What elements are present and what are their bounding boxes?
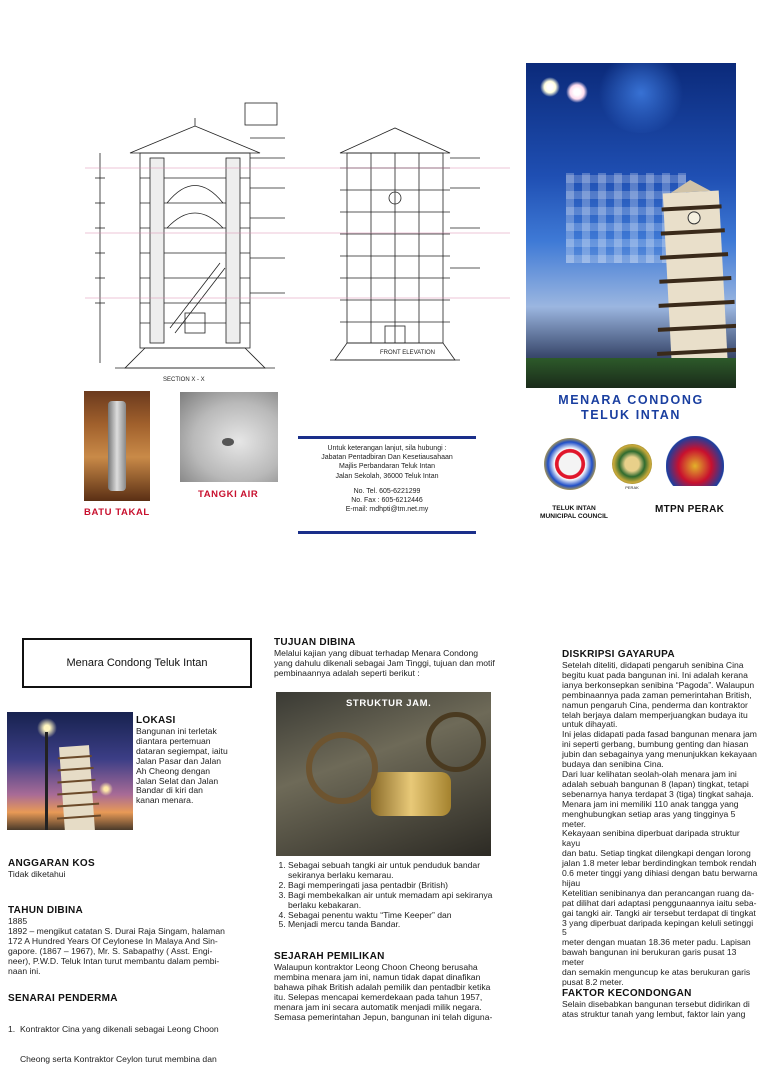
lokasi-text: [136, 727, 246, 806]
diskripsi-line: 3 yang diperbuat daripada kepingan keluli setinggi 5: [562, 917, 754, 938]
council-name-line2: MUNICIPAL COUNCIL: [540, 513, 608, 520]
list-item-text: Bagi memperingati jasa pentadbir (British): [288, 879, 449, 890]
diskripsi-line: hijau: [562, 877, 581, 888]
tujuan-line: yang dahulu dikenali sebagai Jam Tinggi, tujuan dan motif: [274, 657, 495, 668]
diskripsi-line: Kekayaan senibina diperbuat daripada struktur kayu: [562, 828, 740, 849]
cover-title-line2: TELUK INTAN: [581, 408, 681, 422]
clock-drum: [371, 772, 451, 816]
lokasi-line: diantara pertemuan: [136, 735, 211, 746]
council-name: [528, 505, 620, 521]
cover-title-line1: MENARA CONDONG: [558, 393, 704, 407]
diskripsi-line: meter dengan muatan 18.36 meter padu. Lapisan: [562, 937, 751, 948]
cover-title: [526, 393, 736, 423]
list-item: [288, 891, 496, 911]
diskripsi-heading: DISKRIPSI GAYARUPA: [562, 649, 675, 660]
diskripsi-line: Setelah diteliti, didapati pengaruh senibina Cina: [562, 660, 744, 670]
tahun-line: gapore. (1867 – 1967), Mr. S. Sabapathy ( Asst. Engi-: [8, 945, 213, 956]
tujuan-text: [274, 649, 496, 679]
malaysia-coat-of-arms: [666, 436, 724, 486]
contact-fax: No. Fax : 605-6212446: [351, 497, 423, 505]
tangki-air-photo: [180, 392, 278, 482]
sejarah-heading: SEJARAH PEMILIKAN: [274, 951, 385, 962]
sejarah-line: bahawa pihak British adalah pemilik dan pentadbir ketika: [274, 981, 491, 992]
contact-dept: Jabatan Pentadbiran Dan Kesetiausahaan: [321, 454, 453, 462]
council-name-line1: TELUK INTAN: [552, 505, 596, 512]
diskripsi-line: sebenarnya hanya terdapat 3 (tiga) tingkat sahaja.: [562, 788, 754, 799]
diskripsi-line: dan semakin menguncup ke atas berukuran garis: [562, 967, 751, 978]
sejarah-line: membina menara jam ini, namun tidak dapat dinafikan: [274, 971, 481, 982]
contact-tel: No. Tel. 605-6221299: [353, 487, 421, 495]
list-item-text: Sebagai penentu waktu “Time Keeper” dan: [288, 909, 452, 920]
diskripsi-text: [562, 661, 760, 988]
diskripsi-line: adalah sebuah bangunan 8 (lapan) tingkat, tetapi: [562, 778, 749, 789]
penderma-line: Cheong serta Kontraktor Ceylon turut membina dan: [8, 1053, 217, 1064]
penderma-text: [8, 1005, 248, 1074]
tahun-heading: TAHUN DIBINA: [8, 905, 84, 916]
kos-heading: ANGGARAN KOS: [8, 858, 95, 869]
diskripsi-line: jalan 1.8 meter lebar berdindingkan tembok rendah: [562, 858, 757, 869]
struktur-caption: STRUKTUR JAM.: [346, 698, 432, 709]
lokasi-heading: LOKASI: [136, 715, 176, 726]
tahun-line: naan ini.: [8, 965, 41, 976]
diskripsi-line: budaya dan senibina Cina.: [562, 759, 664, 770]
tahun-text: [8, 917, 248, 976]
contact-box: [298, 436, 476, 534]
batu-takal-photo: [84, 391, 150, 501]
faktor-line: atas struktur tanah yang lembut, faktor lain yang: [562, 1008, 746, 1019]
list-item: [288, 920, 496, 930]
penderma-heading: SENARAI PENDERMA: [8, 993, 118, 1004]
lokasi-line: Jalan Selat dan Jalan: [136, 775, 219, 786]
sejarah-line: itu. Selepas mencapai kemerdekaan pada tahun 1957,: [274, 991, 483, 1002]
contact-email[interactable]: E-mail: mdhpti@tm.net.my: [345, 506, 429, 514]
council-logo: [544, 438, 596, 490]
tujuan-heading: TUJUAN DIBINA: [274, 637, 356, 648]
struktur-jam-photo: [276, 692, 491, 856]
diskripsi-line: 0.6 meter tinggi yang dihiasi dengan batu berwarna: [562, 868, 758, 879]
diskripsi-line: dan batu. Setiap tingkat dilengkapi dengan lorong: [562, 848, 751, 859]
lokasi-line: Jalan Pasar dan Jalan: [136, 755, 222, 766]
diskripsi-line: Menara jam ini memiliki 110 anak tangga yang: [562, 798, 739, 809]
sejarah-text: [274, 963, 496, 1022]
list-item-text: Sebagai sebuah tangki air untuk penduduk bandar: [288, 860, 481, 870]
tahun-line: neer), P.W.D. Teluk Intan turut membantu dalam pembi-: [8, 955, 220, 966]
diskripsi-line: Ini jelas didapati pada fasad bangunan menara jam: [562, 729, 757, 740]
tujuan-list: [274, 861, 496, 930]
diskripsi-line: pat dilihat dari adaptasi penggunaannya iaitu seba-: [562, 897, 757, 908]
perak-caption: PERAK: [625, 485, 639, 490]
list-item: [288, 861, 496, 881]
tujuan-line: Melalui kajian yang dibuat terhadap Menara Condong: [274, 648, 479, 658]
gear-icon: [426, 712, 486, 772]
sejarah-line: Walaupun kontraktor Leong Choon Cheong berusaha: [274, 962, 478, 972]
contact-intro: Untuk keterangan lanjut, sila hubungi :: [327, 445, 447, 452]
diskripsi-line: telah berjaya dalam memperjuangkan budaya itu: [562, 709, 748, 720]
list-item-text: sekiranya berlaku kemarau.: [288, 869, 394, 880]
tangki-air-caption: TANGKI AIR: [198, 489, 259, 500]
penderma-line: 1. Kontraktor Cina yang dikenali sebagai Leong Choon: [8, 1023, 219, 1034]
tower-graphic: [651, 178, 736, 388]
diskripsi-line: untuk dihayati.: [562, 719, 618, 730]
diskripsi-line: bawah bangunan ini berukuran garis pusat 13 meter: [562, 947, 737, 968]
sejarah-line: Semasa pemerintahan Jepun, bangunan ini telah diguna-: [274, 1011, 493, 1022]
diskripsi-line: jubin dan sebagainya yang menunjukkan kekayaan: [562, 749, 757, 760]
mtpn-label: MTPN PERAK: [655, 504, 725, 515]
front-elevation-label: FRONT ELEVATION: [380, 350, 436, 356]
diskripsi-line: pusat 8.2 meter.: [562, 977, 624, 987]
tahun-line: 172 A Hundred Years Of Ceylonese In Malaya And Sin-: [8, 935, 218, 946]
faktor-heading: FAKTOR KECONDONGAN: [562, 988, 692, 999]
faktor-text: [562, 1000, 760, 1020]
tujuan-line: pembinaannya adalah seperti berikut :: [274, 667, 420, 678]
diskripsi-line: menghubungkan setiap aras yang tingginya 5 meter.: [562, 808, 736, 829]
kos-text: Tidak diketahui: [8, 869, 66, 879]
lokasi-line: dataran segiempat, iaitu: [136, 745, 228, 756]
flower-icon: [540, 77, 560, 97]
diskripsi-line: Dari luar kelihatan seolah-olah menara jam ini: [562, 768, 737, 779]
diskripsi-line: namun pengaruh Cina, penderma dan kontraktor: [562, 699, 748, 710]
contact-address: Jalan Sekolah, 36000 Teluk Intan: [335, 472, 439, 480]
lokasi-line: Bandar di kiri dan: [136, 785, 203, 796]
tahun-year: 1885: [8, 916, 28, 926]
diskripsi-line: ianya berkonsepkan senibina “Pagoda”. Walaupun: [562, 679, 755, 690]
lokasi-line: Ah Cheong dengan: [136, 765, 211, 776]
section-label: SECTION X - X: [163, 377, 205, 383]
list-item-text: Bagi membekalkan air untuk memadam api sekiranya: [288, 889, 493, 900]
diskripsi-line: gai tangki air. Tangki air tersebut terdapat di tingkat: [562, 907, 756, 918]
gear-icon: [306, 732, 378, 804]
diskripsi-line: ini seperti gerbang, bumbung genting dan hiasan: [562, 739, 749, 750]
lokasi-line: kanan menara.: [136, 795, 194, 806]
lamp-icon: [99, 782, 113, 796]
tahun-line: 1892 – mengikut catatan S. Durai Raja Singam, halaman: [8, 925, 225, 936]
list-item-text: berlaku kebakaran.: [288, 899, 362, 910]
diskripsi-line: pembinaannya pada zaman pemerintahan British,: [562, 689, 752, 700]
faktor-line: Selain disebabkan bangunan tersebut didirikan di: [562, 999, 750, 1009]
diskripsi-line: begitu kuat pada bangunan ini. Ini adalah kerana: [562, 669, 748, 680]
contact-council: Majlis Perbandaran Teluk Intan: [339, 463, 435, 471]
lokasi-line: Bangunan ini terletak: [136, 726, 217, 736]
batu-takal-caption: BATU TAKAL: [84, 507, 150, 518]
sejarah-line: menara jam ini secara automatik menjadi milik negara.: [274, 1001, 482, 1012]
title-box: Menara Condong Teluk Intan: [22, 638, 252, 688]
list-item-text: Menjadi mercu tanda Bandar.: [288, 919, 401, 930]
flower-icon: [566, 81, 588, 103]
diskripsi-line: Ketelitian senibinanya dan perancangan ruang da-: [562, 887, 755, 898]
cover-photo: [526, 63, 736, 388]
perak-crest: [612, 444, 652, 484]
architectural-drawing: [85, 98, 510, 388]
lokasi-photo: [7, 712, 133, 830]
